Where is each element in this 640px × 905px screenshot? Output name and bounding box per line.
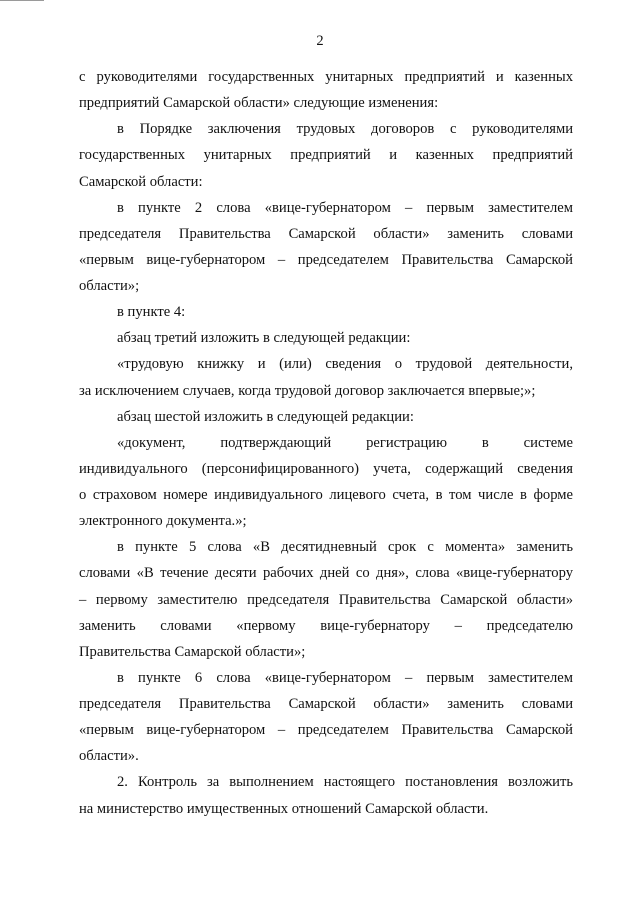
text-line: в пункте 4: [117, 304, 186, 321]
text-line: – первому заместителю председателя Правительства Самарской области» [79, 591, 573, 608]
text-line: предприятий Самарской области» следующие изменения: [79, 95, 439, 112]
page-number: 2 [316, 33, 324, 49]
text-line: области»; [79, 278, 140, 294]
paragraph [79, 404, 573, 430]
text-line: в Порядке заключения трудовых договоров с руководителями [117, 121, 573, 138]
paragraph [79, 116, 573, 194]
text-line: «первым вице-губернатором – председателем Правительства Самарской [79, 251, 573, 268]
text-line: области». [79, 748, 139, 765]
text-line: абзац третий изложить в следующей редакции: [117, 330, 411, 347]
text-line: председателя Правительства Самарской области» заменить словами [79, 696, 573, 712]
text-line: 2. Контроль за выполнением настоящего постановления возложить [117, 774, 573, 791]
paragraph [79, 665, 573, 770]
paragraph [79, 325, 573, 351]
text-line: в пункте 5 слова «В десятидневный срок с момента» заменить [117, 539, 573, 556]
text-line: за исключением случаев, когда трудовой договор заключается впервые;»; [79, 382, 536, 399]
paragraph [79, 299, 573, 325]
paragraph [79, 769, 573, 821]
text-line: о страховом номере индивидуального лицевого счета, в том числе в форме [79, 487, 573, 503]
scan-edge-artifact [0, 0, 44, 1]
text-line: «документ, подтверждающий регистрацию в системе [117, 434, 573, 451]
text-line: Правительства Самарской области»; [79, 643, 306, 660]
text-line: заменить словами «первому вице-губернатору – председателю [79, 617, 573, 634]
text-line: «первым вице-губернатором – председателем Правительства Самарской [79, 722, 573, 739]
paragraph [79, 430, 573, 535]
paragraph [79, 195, 573, 300]
text-line: электронного документа.»; [79, 513, 247, 530]
text-line: в пункте 6 слова «вице-губернатором – первым заместителем [117, 669, 573, 686]
text-line: абзац шестой изложить в следующей редакции: [117, 408, 414, 425]
text-line: с руководителями государственных унитарных предприятий и казенных [79, 69, 573, 85]
text-line: председателя Правительства Самарской области» заменить словами [79, 225, 573, 242]
paragraph [79, 64, 573, 116]
text-line: в пункте 2 слова «вице-губернатором – первым заместителем [117, 199, 573, 216]
text-line: «трудовую книжку и (или) сведения о трудовой деятельности, [117, 356, 573, 373]
document-body [79, 64, 573, 822]
paragraph [79, 351, 573, 403]
text-line: государственных унитарных предприятий и казенных предприятий [79, 147, 573, 164]
text-line: на министерство имущественных отношений Самарской области. [79, 800, 489, 817]
text-line: словами «В течение десяти рабочих дней со дня», слова «вице-губернатору [79, 565, 573, 582]
paragraph [79, 534, 573, 665]
text-line: Самарской области: [79, 173, 203, 190]
text-line: индивидуального (персонифицированного) учета, содержащий сведения [79, 460, 573, 477]
